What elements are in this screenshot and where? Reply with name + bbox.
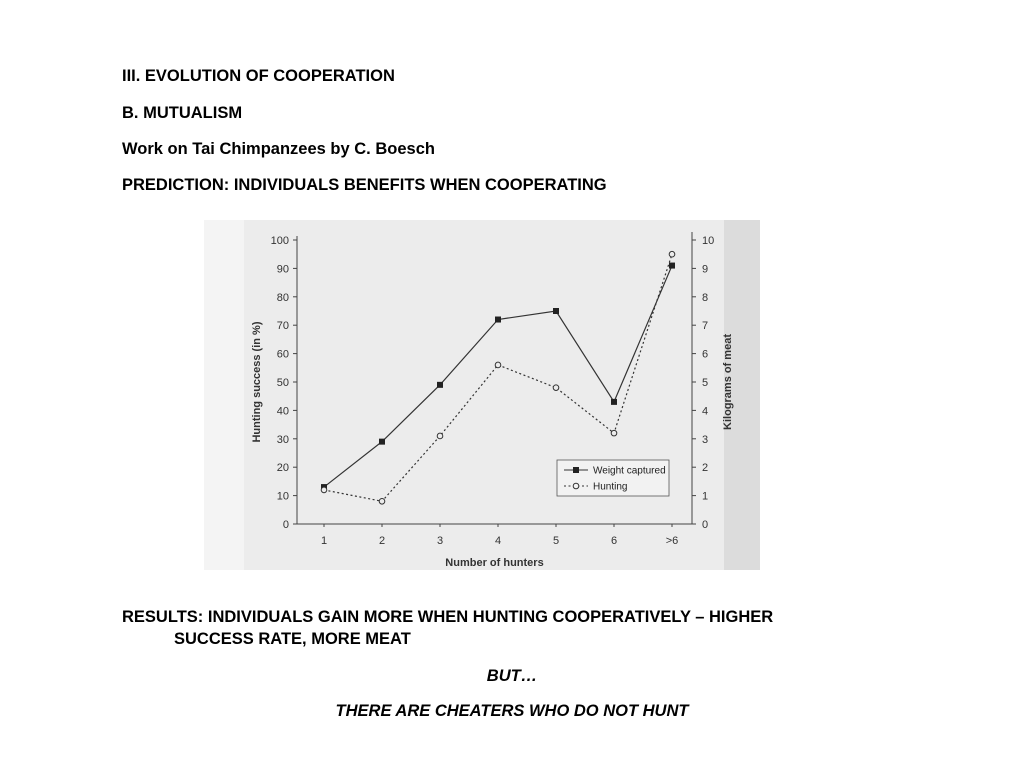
slide-heading: III. EVOLUTION OF COOPERATION (122, 67, 395, 85)
x-tick-label: 1 (320, 535, 328, 547)
weight-captured-point (669, 263, 675, 269)
weight-captured-point (437, 382, 443, 388)
left-y-tick-label: 80 (276, 291, 289, 304)
legend-swatch-marker-hunting (573, 483, 579, 489)
x-tick-label: 2 (378, 535, 386, 547)
left-y-tick-label: 100 (270, 235, 289, 247)
legend-swatch-marker-weight-captured (573, 467, 579, 473)
cheaters-text: THERE ARE CHEATERS WHO DO NOT HUNT (335, 702, 689, 720)
right-y-tick-label: 6 (702, 348, 709, 361)
right-y-tick-label: 10 (702, 235, 715, 247)
right-y-tick-label: 1 (702, 490, 709, 503)
left-y-tick-label: 0 (282, 519, 289, 531)
legend-label-weight-captured: Weight captured (593, 465, 666, 477)
results-text (122, 606, 942, 650)
right-y-tick-label: 8 (702, 291, 709, 304)
chart-background-left-edge (204, 220, 244, 570)
chart-figure (204, 220, 760, 570)
right-y-tick-label: 3 (702, 433, 709, 446)
left-y-tick-label: 90 (276, 263, 289, 276)
x-tick-label: 5 (552, 535, 560, 547)
hunting-point (669, 251, 675, 257)
x-tick-label: >6 (665, 535, 679, 547)
hunting-point (379, 498, 385, 504)
chart-legend (557, 460, 669, 496)
right-y-axis-title: Kilograms of meat (722, 334, 734, 430)
right-y-tick-label: 4 (702, 405, 709, 418)
left-y-tick-label: 30 (276, 433, 289, 446)
results-line-1: RESULTS: INDIVIDUALS GAIN MORE WHEN HUNTING COOPERATIVELY – HIGHER (122, 608, 774, 626)
weight-captured-point (495, 317, 501, 323)
slide-subheading: B. MUTUALISM (122, 104, 243, 122)
right-y-tick-label: 9 (702, 263, 709, 276)
but-text: BUT… (486, 667, 538, 685)
hunting-point (495, 362, 501, 368)
weight-captured-point (611, 399, 617, 405)
prediction-line: PREDICTION: INDIVIDUALS BENEFITS WHEN COOPERATING (122, 176, 607, 194)
hunting-point (611, 430, 617, 436)
weight-captured-point (379, 439, 385, 445)
weight-captured-point (553, 308, 559, 314)
right-y-tick-label: 5 (702, 377, 709, 389)
slide-source-line: Work on Tai Chimpanzees by C. Boesch (122, 140, 435, 158)
x-tick-label: 3 (436, 535, 444, 547)
left-y-tick-label: 50 (276, 377, 289, 389)
left-y-tick-label: 70 (276, 320, 289, 333)
left-y-tick-label: 20 (276, 462, 289, 475)
x-tick-label: 4 (494, 535, 502, 547)
left-y-axis-title: Hunting success (in %) (251, 321, 263, 443)
hunting-point (321, 487, 327, 493)
right-y-tick-label: 0 (702, 519, 709, 531)
x-tick-label: 6 (610, 535, 618, 547)
hunting-point (437, 433, 443, 439)
right-y-tick-label: 7 (702, 320, 709, 333)
x-axis-title: Number of hunters (445, 557, 544, 569)
left-y-tick-label: 40 (276, 405, 289, 418)
chart-svg (204, 220, 760, 570)
right-y-tick-label: 2 (702, 462, 709, 475)
left-y-tick-label: 60 (276, 348, 289, 361)
left-y-tick-label: 10 (276, 490, 289, 503)
results-line-2: SUCCESS RATE, MORE MEAT (174, 630, 411, 648)
hunting-point (553, 385, 559, 391)
legend-label-hunting: Hunting (593, 481, 628, 493)
